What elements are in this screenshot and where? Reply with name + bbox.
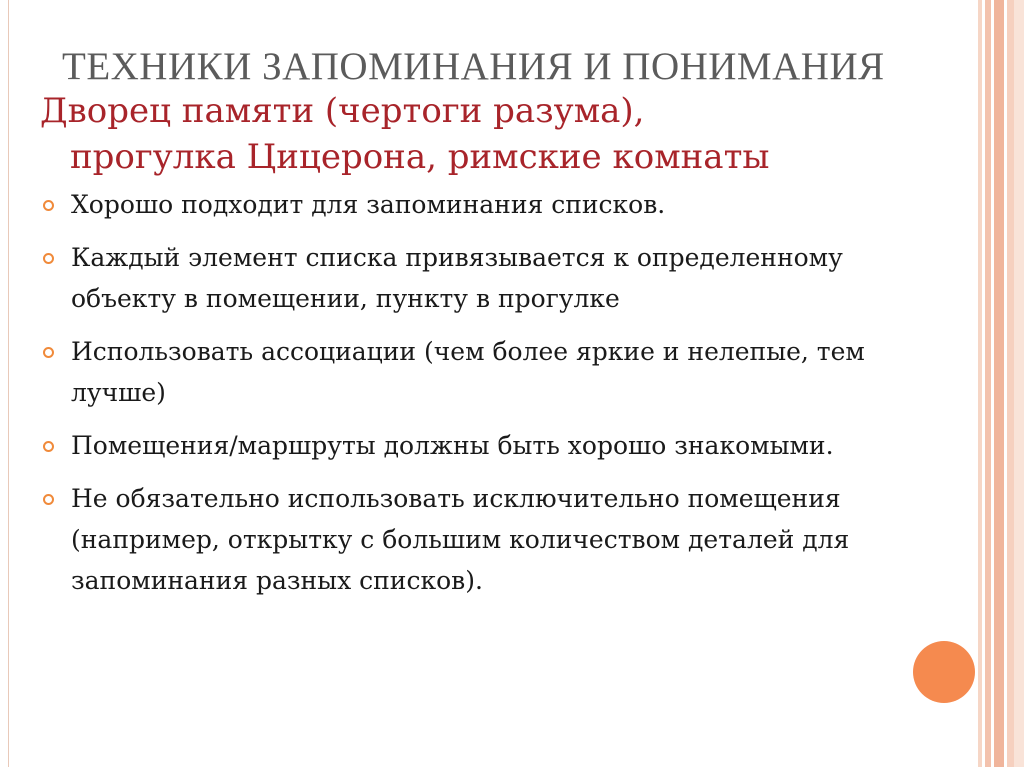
stripe bbox=[1014, 0, 1024, 767]
bullet-item bbox=[40, 425, 920, 466]
bullet-text: Помещения/маршруты должны быть хорошо знакомыми. bbox=[71, 431, 834, 460]
ring-bullet-icon bbox=[43, 253, 54, 264]
bullet-item bbox=[40, 478, 920, 601]
stripe bbox=[1007, 0, 1014, 767]
orange-circle-decoration bbox=[913, 641, 975, 703]
stripe bbox=[994, 0, 1004, 767]
ring-bullet-icon bbox=[43, 494, 54, 505]
bullet-list bbox=[40, 184, 920, 613]
right-decorative-stripes bbox=[978, 0, 1024, 767]
slide-subtitle bbox=[40, 88, 769, 180]
bullet-item bbox=[40, 184, 920, 225]
slide-title: ТЕХНИКИ ЗАПОМИНАНИЯ И ПОНИМАНИЯ bbox=[62, 45, 885, 88]
ring-bullet-icon bbox=[43, 441, 54, 452]
bullet-text: Использовать ассоциации (чем более яркие и нелепые, тем лучше) bbox=[71, 337, 865, 407]
bullet-item bbox=[40, 237, 920, 319]
bullet-text: Не обязательно использовать исключительно помещения (например, открытку с большим количеством деталей для запоминания разных списков). bbox=[71, 484, 850, 595]
ring-bullet-icon bbox=[43, 347, 54, 358]
left-border-line bbox=[8, 0, 9, 767]
bullet-text: Хорошо подходит для запоминания списков. bbox=[71, 190, 666, 219]
bullet-item bbox=[40, 331, 920, 413]
bullet-text: Каждый элемент списка привязывается к определенному объекту в помещении, пункту в прогулке bbox=[71, 243, 843, 313]
subtitle-line-2: прогулка Цицерона, римские комнаты bbox=[70, 137, 770, 177]
subtitle-line-1: Дворец памяти (чертоги разума), bbox=[40, 91, 645, 131]
ring-bullet-icon bbox=[43, 200, 54, 211]
